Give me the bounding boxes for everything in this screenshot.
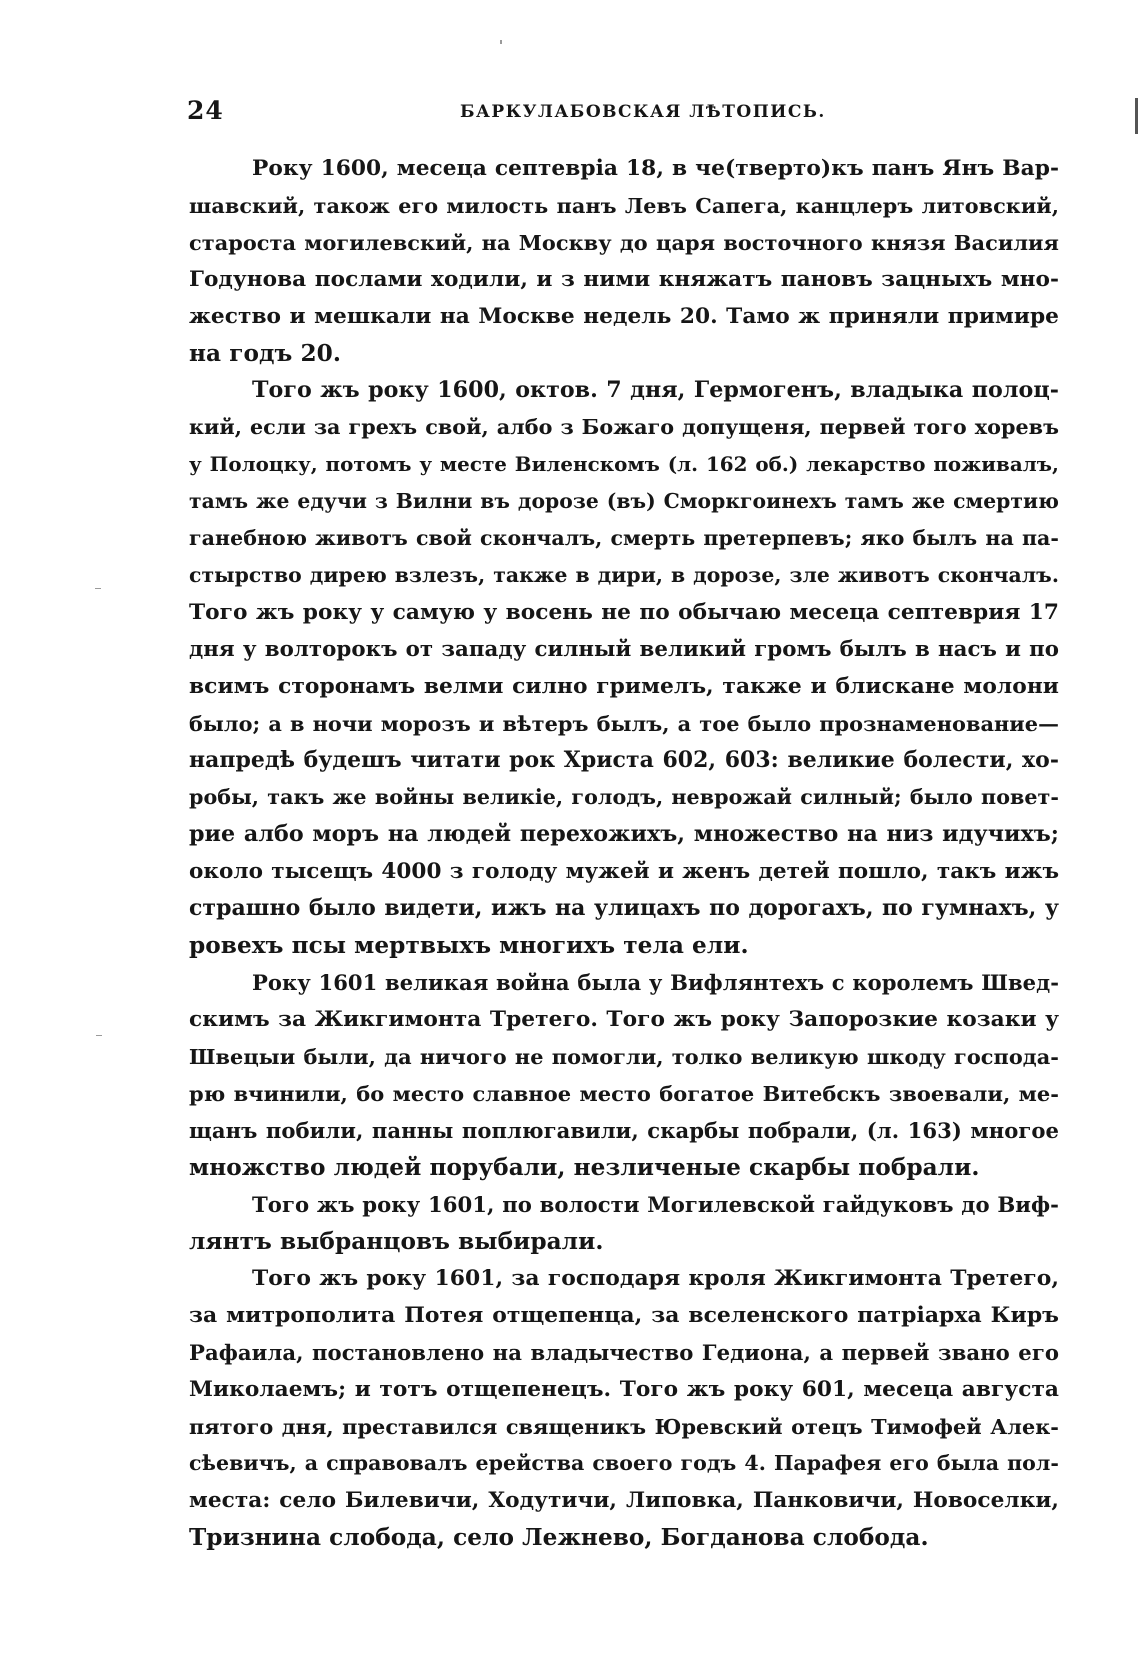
text-line: сѣевичъ, а справовалъ ерейства своего годъ 4. Парафея его была пол- [189,1451,1059,1475]
text-line: пятого дня, преставился священикъ Юревский отецъ Тимофей Алек- [189,1414,1059,1439]
text-line: на годъ 20. [189,340,341,367]
paragraph [189,1186,1059,1260]
paragraph [189,372,1059,964]
text-line: дня у волторокъ от западу силный великий громъ былъ в насъ и по [189,637,1059,662]
chronicle-text [189,150,1059,1556]
text-line: места: село Билевичи, Ходутичи, Липовка, Панковичи, Новоселки, [189,1488,1059,1513]
page-header [187,96,1067,136]
text-line: Миколаемъ; и тотъ отщепенецъ. Того жъ року 601, месеца августа [189,1377,1059,1402]
text-line: Року 1600, месеца септевріа 18, в че(тверто)къ панъ Янъ Вар- [252,156,1059,181]
text-line: жество и мешкали на Москве недель 20. Тамо ж приняли примире [189,304,1059,329]
text-line: около тысещъ 4000 з голоду мужей и женъ детей пошло, такъ ижъ [189,859,1059,884]
text-line: щанъ побили, панны поплюгавили, скарбы побрали, (л. 163) многое [189,1118,1059,1143]
text-line: Годунова послами ходили, и з ними княжатъ пановъ зацныхъ мно- [189,267,1059,292]
text-line: Того жъ року 1600, октов. 7 дня, Гермогенъ, владыка полоц- [252,377,1059,403]
text-line: Того жъ року 1601, за господаря кроля Жикгимонта Третего, [252,1266,1059,1291]
text-line: Того жъ року у самую у восень не по обычаю месеца септеврия 17 [189,600,1059,625]
text-line: было; а в ночи морозъ и вѣтеръ былъ, а тое было прознаменование— [189,711,1059,736]
margin-mark [96,1035,102,1036]
text-line: скимъ за Жикгимонта Третего. Того жъ року Запорозкие козаки у [189,1007,1059,1032]
text-line: Швецыи были, да ничого не помогли, толко великую шкоду господа- [189,1044,1059,1069]
page-number: 24 [187,96,224,125]
paragraph [189,964,1059,1186]
text-line: робы, такъ же войны великіе, голодъ, неврожай силный; было повет- [189,785,1059,809]
scan-speck [500,40,502,44]
text-line: лянтъ выбранцовъ выбирали. [189,1228,604,1255]
text-line: всимъ сторонамъ велми силно гримелъ, также и блискане молони [189,674,1059,699]
text-line: тамъ же едучи з Вилни въ дорозе (въ) Сморкгоинехъ тамъ же смертию [189,489,1059,513]
text-line: ганебною животъ свой скончалъ, смерть претерпевъ; яко былъ на па- [189,526,1059,550]
text-line: рю вчинили, бо место славное место богатое Витебскъ звоевали, ме- [189,1081,1059,1106]
text-line: стырство дирею взлезъ, также в дири, в дорозе, зле животъ скончалъ. [189,563,1059,587]
text-line: кий, если за грехъ свой, албо з Божаго допущеня, первей того хоревъ [189,415,1059,439]
paragraph [189,1260,1059,1556]
running-title: БАРКУЛАБОВСКАЯ ЛѢТОПИСЬ. [460,102,826,122]
text-line: за митрополита Потея отщепенца, за вселенского патріарха Киръ [189,1302,1059,1328]
text-line: напредѣ будешъ читати рок Христа 602, 603: великие болести, хо- [189,747,1059,773]
text-line: Тризнина слобода, село Лежнево, Богданова слобода. [189,1524,929,1551]
text-line: рие албо моръ на людей перехожихъ, множество на низ идучихъ; [189,821,1059,847]
text-line: страшно было видети, ижъ на улицахъ по дорогахъ, по гумнахъ, у [189,895,1059,921]
text-line: Року 1601 великая война была у Вифлянтехъ с королемъ Швед- [252,970,1059,995]
text-line: у Полоцку, потомъ у месте Виленскомъ (л. 162 об.) лекарство поживалъ, [189,452,1059,476]
text-line: множство людей порубали, незличеные скарбы побрали. [189,1154,980,1181]
text-line: Рафаила, постановлено на владычество Гедиона, а первей звано его [189,1340,1059,1365]
text-line: шавский, також его милость панъ Левъ Сапега, канцлеръ литовский, [189,193,1059,218]
text-line: ровехъ псы мертвыхъ многихъ тела ели. [189,932,749,959]
paragraph [189,150,1059,372]
text-line: староста могилевский, на Москву до царя восточного князя Василия [189,230,1059,255]
margin-mark [95,588,101,589]
page-edge-mark [1135,98,1138,134]
text-line: Того жъ року 1601, по волости Могилевской гайдуковъ до Виф- [252,1192,1059,1217]
